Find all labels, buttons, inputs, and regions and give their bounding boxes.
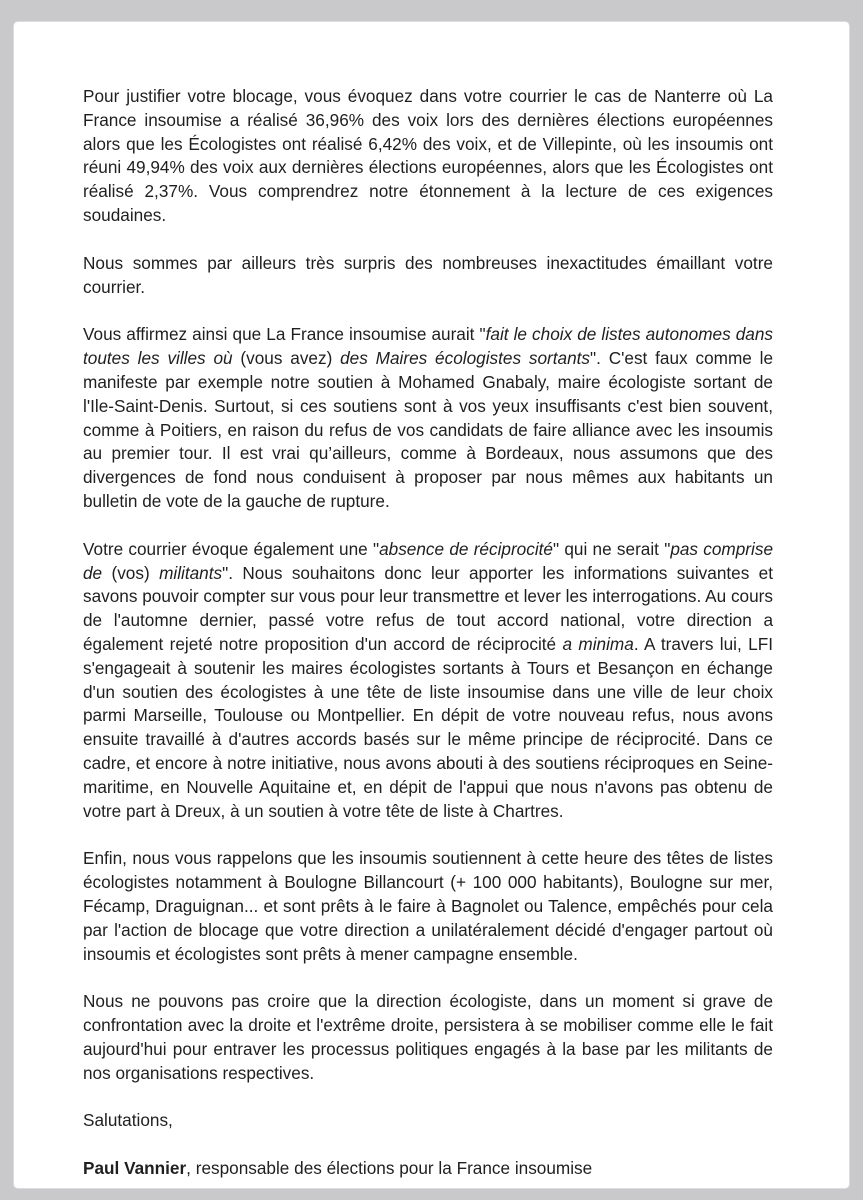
p4-quote-4: a minima: [562, 633, 634, 654]
document-page: [14, 22, 849, 1188]
closing-salutation: Salutations,: [83, 1110, 173, 1131]
p4-quote-3: militants: [159, 562, 223, 583]
paragraph-reciprocite: [83, 538, 773, 824]
p4-text-2: " qui ne serait ": [553, 538, 671, 559]
p4-quote-2: pas comprise de: [83, 538, 774, 583]
p4-text-4: ". Nous souhaitons donc leur apporter les informations suivantes et savons pouvoir compter sur vous pour leur transmettre et lever les interrogations. Au cours de l'automne dernier, passé votre refus de tout accord national, votre direction a également rejeté notre proposition d'un accord de réciprocité: [83, 562, 774, 654]
signature-name: Paul Vannier: [83, 1158, 187, 1179]
paragraph-nanterre-villepinte: Pour justifier votre blocage, vous évoquez dans votre courrier le cas de Nanterre où La France insoumise a réalisé 36,96% des voix lors des dernières élections européennes alors que les Écologistes ont réalisé 6,42% des voix, et de Villepinte, où les insoumis ont réuni 49,94% des voix aux dernières élections européennes, alors que les Écologistes ont réalisé 2,37%. Vous comprendrez notre étonnement à la lecture de ces exigences soudaines.: [83, 86, 773, 225]
p4-text-3: (vos): [102, 562, 160, 583]
paragraph-inexactitudes: Nous sommes par ailleurs très surpris des nombreuses inexactitudes émaillant votre courrier.: [83, 252, 773, 297]
p3-quote-1: fait le choix de listes autonomes dans toutes les villes où: [83, 324, 773, 369]
p3-quote-2: des Maires écologistes sortants: [340, 348, 591, 369]
p4-text-5: . A travers lui, LFI s'engageait à soutenir les maires écologistes sortants à Tours et Besançon en échange d'un soutien des écologistes à une tête de liste insoumise dans une ville de leur choix parmi Marseille, Toulouse ou Montpellier. En dépit de votre nouveau refus, nous avons ensuite travaillé à d'autres accords basés sur le même principe de réciprocité. Dans ce cadre, et encore à notre initiative, nous avons abouti à des soutiens réciproques en Seine-maritime, en Nouvelle Aquitaine et, en dépit de l'appui que nous n'avons pas obtenu de votre part à Dreux, à un soutien à votre tête de liste à Chartres.: [83, 633, 773, 821]
p3-text-1: Vous affirmez ainsi que La France insoumise aurait ": [83, 324, 486, 345]
p4-quote-1: absence de réciprocité: [379, 538, 553, 559]
paragraph-soutiens-ecologistes: Enfin, nous vous rappelons que les insoumis soutiennent à cette heure des têtes de listes écologistes notamment à Boulogne Billancourt (+ 100 000 habitants), Boulogne sur mer, Fécamp, Draguignan... et sont prêts à le faire à Bagnolet ou Talence, empêchés pour cela par l'action de blocage que votre direction a unilatéralement décidé d'engager partout où insoumis et écologistes sont prêts à mener campagne ensemble.: [83, 848, 773, 964]
p3-text-2: (vous avez): [232, 348, 341, 369]
letter-body: [83, 85, 773, 1181]
signature: [83, 1157, 773, 1181]
signature-role: , responsable des élections pour la France insoumise: [186, 1158, 593, 1179]
paragraph-direction-ecologiste: Nous ne pouvons pas croire que la direction écologiste, dans un moment si grave de confrontation avec la droite et l'extrême droite, persistera à se mobiliser comme elle le fait aujourd'hui pour entraver les processus politiques engagés à la base par les militants de nos organisations respectives.: [83, 991, 773, 1083]
paragraph-listes-autonomes: [83, 323, 773, 513]
p3-text-3: ". C'est faux comme le manifeste par exemple notre soutien à Mohamed Gnabaly, maire écologiste sortant de l'Ile-Saint-Denis. Surtout, si ces soutiens sont à vos yeux insuffisants c'est bien souvent, comme à Poitiers, en raison du refus de vos candidats de faire alliance avec les insoumis au premier tour. Il est vrai qu’ailleurs, comme à Bordeaux, nous assumons que des divergences de fond nous conduisent à proposer par nous mêmes aux habitants un bulletin de vote de la gauche de rupture.: [83, 348, 774, 511]
p4-text-1: Votre courrier évoque également une ": [83, 538, 380, 559]
